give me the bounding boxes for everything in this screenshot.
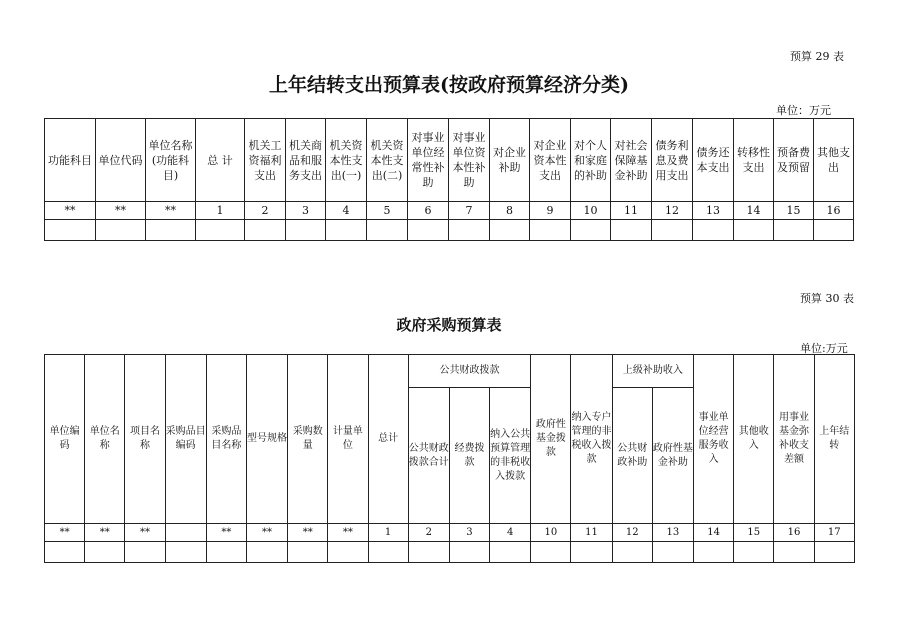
table29-header-cell-8: 对事业单位经常性补助 [408, 119, 449, 202]
table30-number-cell-0: ** [45, 524, 85, 542]
table30-number-cell-17: 15 [734, 524, 774, 542]
table29-blank-cell-7 [367, 220, 408, 241]
table30-blank-cell-8 [368, 542, 408, 563]
hdr-project-name: 项目名称 [125, 355, 165, 524]
table30-blank-cell-7 [328, 542, 368, 563]
table30-number-cell-8: 1 [368, 524, 408, 542]
table30-blank-cell-13 [571, 542, 612, 563]
table29-header-cell-14: 债务利息及费用支出 [652, 119, 693, 202]
table29-header-cell-17: 预备费及预留 [774, 119, 814, 202]
table30-blank-cell-9 [408, 542, 449, 563]
table29-blank-cell-11 [530, 220, 571, 241]
table29-number-cell-4: 2 [245, 202, 286, 220]
table29-header-cell-15: 债务还本支出 [693, 119, 734, 202]
table30-number-cell-10: 3 [449, 524, 489, 542]
hdr-unit-code: 单位编码 [45, 355, 85, 524]
table29-blank-cell-15 [693, 220, 734, 241]
table29-header-cell-16: 转移性支出 [734, 119, 774, 202]
hdr-qty: 采购数量 [288, 355, 328, 524]
table30-blank-cell-3 [165, 542, 206, 563]
table30-blank-cell-6 [288, 542, 328, 563]
table29-number-cell-3: 1 [196, 202, 245, 220]
table29-number-cell-7: 5 [367, 202, 408, 220]
table29-blank-cell-17 [774, 220, 814, 241]
table29-blank-cell-8 [408, 220, 449, 241]
table29-blank-cell-12 [571, 220, 611, 241]
hdr-model: 型号规格 [246, 355, 287, 524]
table29-blank-cell-4 [245, 220, 286, 241]
table29-blank-cell-18 [814, 220, 854, 241]
table30-blank-cell-0 [45, 542, 85, 563]
table30-number-cell-6: ** [288, 524, 328, 542]
table29-number-cell-8: 6 [408, 202, 449, 220]
table29-header-cell-1: 单位代码 [96, 119, 146, 202]
table29-blank-cell-14 [652, 220, 693, 241]
table29-number-cell-14: 12 [652, 202, 693, 220]
table30-blank-cell-10 [449, 542, 489, 563]
table30-blank-cell-17 [734, 542, 774, 563]
table30-number-cell-14: 12 [612, 524, 652, 542]
table30-number-cell-9: 2 [408, 524, 449, 542]
table30-blank-row [45, 542, 855, 563]
table30-number-row [45, 524, 855, 542]
hdr-item-code: 采购品目编码 [165, 355, 206, 524]
table30-blank-cell-18 [774, 542, 814, 563]
table29-blank-row [45, 220, 854, 241]
table29-number-cell-6: 4 [326, 202, 367, 220]
table30-number-cell-7: ** [328, 524, 368, 542]
table30-blank-cell-11 [490, 542, 531, 563]
table29-number-cell-9: 7 [449, 202, 490, 220]
table30-blank-cell-4 [206, 542, 246, 563]
table29-number-cell-10: 8 [490, 202, 530, 220]
table30-number-cell-4: ** [206, 524, 246, 542]
hdr-other-income: 其他收入 [734, 355, 774, 524]
table30-blank-cell-14 [612, 542, 652, 563]
table29-blank-cell-1 [96, 220, 146, 241]
table29-header-cell-18: 其他支出 [814, 119, 854, 202]
hdr-public-finance: 公共财政拨款 [408, 355, 531, 388]
table29-unit: 单位：万元 [776, 104, 831, 117]
hdr-pf-total: 公共财政拨款合计 [408, 388, 449, 524]
table29 [44, 118, 854, 241]
table29-header-cell-3: 总 计 [196, 119, 245, 202]
table30-blank-cell-16 [694, 542, 734, 563]
table29-header-cell-6: 机关资本性支出(一) [326, 119, 367, 202]
table30-blank-cell-5 [246, 542, 287, 563]
hdr-special-nontax: 纳入专户管理的非税收入拨款 [571, 355, 612, 524]
table29-header-row [45, 119, 854, 202]
table29-header-cell-11: 对企业资本性支出 [530, 119, 571, 202]
table29-header-cell-7: 机关资本性支出(二) [367, 119, 408, 202]
table29-title: 上年结转支出预算表(按政府预算经济分类) [269, 74, 629, 96]
table30-number-cell-16: 14 [694, 524, 734, 542]
table29-number-cell-12: 10 [571, 202, 611, 220]
table30-blank-cell-15 [652, 542, 693, 563]
table29-number-row [45, 202, 854, 220]
table29-number-cell-5: 3 [286, 202, 326, 220]
table29-blank-cell-3 [196, 220, 245, 241]
table30-number-cell-1: ** [85, 524, 125, 542]
table30-number-cell-19: 17 [814, 524, 854, 542]
table29-blank-cell-10 [490, 220, 530, 241]
table29-header-cell-4: 机关工资福利支出 [245, 119, 286, 202]
table29-header-cell-2: 单位名称(功能科目) [146, 119, 196, 202]
hdr-unit-name: 单位名称 [85, 355, 125, 524]
table30-number-cell-13: 11 [571, 524, 612, 542]
hdr-measure: 计量单位 [328, 355, 368, 524]
hdr-pf-expense: 经费拨款 [449, 388, 489, 524]
table30 [44, 354, 855, 563]
table29-header-cell-5: 机关商品和服务支出 [286, 119, 326, 202]
hdr-total: 总计 [368, 355, 408, 524]
table29-number-cell-1: ** [96, 202, 146, 220]
table30-number-cell-5: ** [246, 524, 287, 542]
hdr-carry-over: 上年结转 [814, 355, 854, 524]
hdr-upper-subsidy: 上级补助收入 [612, 355, 693, 388]
table29-header-cell-12: 对个人和家庭的补助 [571, 119, 611, 202]
table29-number-cell-13: 11 [611, 202, 652, 220]
table30-number-cell-11: 4 [490, 524, 531, 542]
hdr-fund-cover: 用事业基金弥补收支差额 [774, 355, 814, 524]
table29-blank-cell-16 [734, 220, 774, 241]
table30-number-cell-3 [165, 524, 206, 542]
table30-blank-cell-19 [814, 542, 854, 563]
table30-number-cell-15: 13 [652, 524, 693, 542]
table30-unit: 单位:万元 [800, 342, 848, 355]
table29-number-cell-18: 16 [814, 202, 854, 220]
table30-number: 预算 30 表 [800, 292, 854, 305]
table29-blank-cell-0 [45, 220, 96, 241]
table29-blank-cell-2 [146, 220, 196, 241]
table29-blank-cell-13 [611, 220, 652, 241]
table29-header-cell-13: 对社会保障基金补助 [611, 119, 652, 202]
table29-header-cell-0: 功能科目 [45, 119, 96, 202]
table30-number-cell-12: 10 [531, 524, 571, 542]
table29-blank-cell-6 [326, 220, 367, 241]
table29-number-cell-16: 14 [734, 202, 774, 220]
table29-number-cell-11: 9 [530, 202, 571, 220]
table29-header-cell-9: 对事业单位资本性补助 [449, 119, 490, 202]
hdr-item-name: 采购品目名称 [206, 355, 246, 524]
table29-blank-cell-5 [286, 220, 326, 241]
table29-number-cell-0: ** [45, 202, 96, 220]
table30-blank-cell-2 [125, 542, 165, 563]
table29-number: 预算 29 表 [790, 50, 844, 63]
table30-blank-cell-1 [85, 542, 125, 563]
table29-number-cell-17: 15 [774, 202, 814, 220]
table30-title: 政府采购预算表 [396, 316, 502, 334]
table30-blank-cell-12 [531, 542, 571, 563]
table29-blank-cell-9 [449, 220, 490, 241]
table30-number-cell-18: 16 [774, 524, 814, 542]
hdr-us-public: 公共财政补助 [612, 388, 652, 524]
table30-number-cell-2: ** [125, 524, 165, 542]
table29-header-cell-10: 对企业补助 [490, 119, 530, 202]
hdr-gov-fund: 政府性基金拨款 [531, 355, 571, 524]
table29-number-cell-2: ** [146, 202, 196, 220]
hdr-pf-nontax: 纳入公共预算管理的非税收入拨款 [490, 388, 531, 524]
table29-number-cell-15: 13 [693, 202, 734, 220]
hdr-us-fund: 政府性基金补助 [652, 388, 693, 524]
hdr-biz-income: 事业单位经营服务收入 [694, 355, 734, 524]
